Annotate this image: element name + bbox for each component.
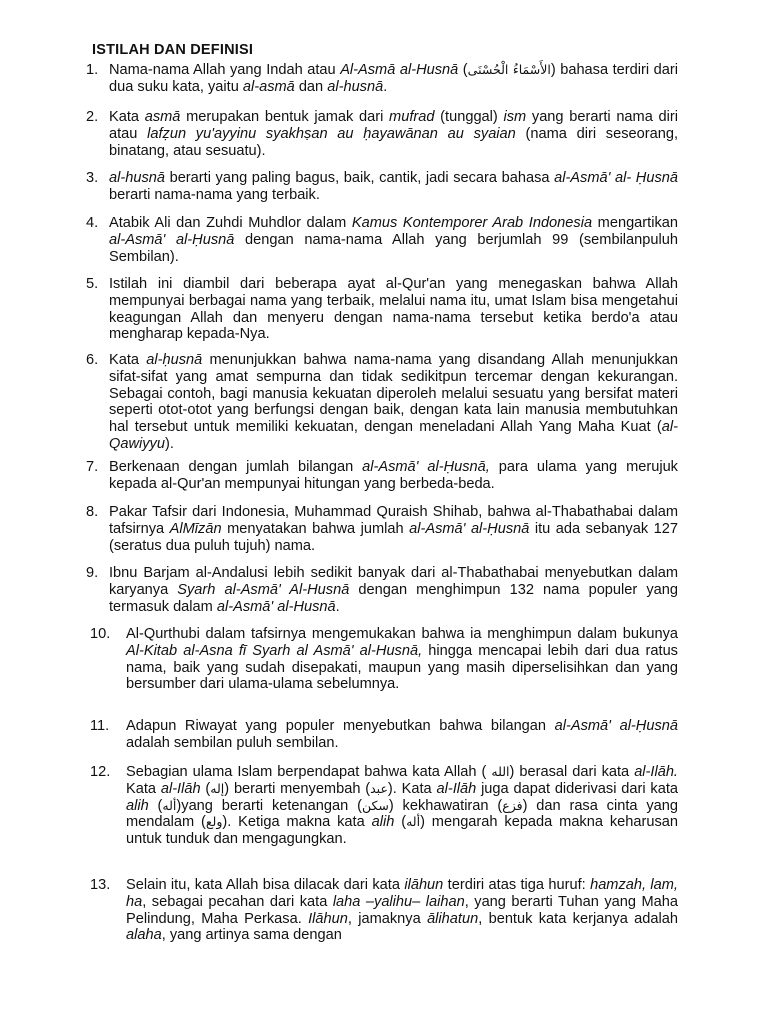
text-segment: Sebagian ulama Islam berpendapat bahwa kata Allah (: [126, 764, 492, 780]
italic-term: ilāhun: [404, 877, 444, 893]
list-item: [86, 565, 678, 615]
text-segment: adalah sembilan puluh sembilan.: [126, 734, 339, 751]
text-segment: Adapun Riwayat yang populer menyebutkan bahwa bilangan: [126, 718, 555, 734]
italic-term: al-Asmā' al-Husnā: [216, 598, 336, 615]
item-number: 2.: [86, 109, 99, 125]
italic-term: al-Asmā' al-Ḥusnā: [109, 231, 235, 248]
text-segment: menunjukkan bahwa nama-nama yang disandang Allah menunjukkan sifat-sifat yang amat sempurna dan tidak sedikitpun tercemar dengan kekurangan. Sebagai contoh, bagi manusia kekuatan diperoleh melalui sesuatu yang bersifat materi seperti otot-otot yang berfungsi dengan baik, dengan kata lain manusia membutuhkan hal tersebut untuk memiliki kekuatan, dengan meneladani Allah Yang Maha Kuat (: [109, 352, 678, 436]
text-segment: ) dan rasa cinta yang mendalam (: [126, 797, 678, 831]
text-segment: , sebagai pecahan dari kata: [142, 893, 333, 910]
list-item: [86, 877, 678, 944]
list-item: [86, 504, 678, 554]
item-number: 8.: [86, 504, 99, 520]
item-text: [109, 215, 678, 265]
text-segment: ). Kata: [387, 780, 437, 797]
item-text: [109, 504, 678, 554]
text-segment: dan: [294, 78, 328, 95]
text-segment: , jamaknya: [347, 910, 428, 927]
italic-term: ism: [503, 109, 527, 125]
item-number: 6.: [86, 352, 99, 368]
list-item: [86, 109, 678, 159]
text-segment: Istilah ini diambil dari beberapa ayat al-Qur'an yang menegaskan bahwa Allah mempunyai berbagai nama yang terbaik, melalui nama itu, umat Islam bisa mengetahui keagungan Allah dan menyeru dengan nama-nama tersebut ketika berdo'a atau mengharap kepada-Nya.: [109, 276, 678, 343]
item-text: [109, 170, 678, 204]
text-segment: Nama-nama Allah yang Indah atau: [109, 62, 341, 78]
item-number: 3.: [86, 170, 99, 186]
italic-term: alih: [126, 797, 149, 814]
item-text: [109, 109, 678, 159]
text-segment: .: [383, 78, 388, 95]
italic-term: Al-Kitab al-Asna fī Syarh al Asmā' al-Husnā,: [126, 642, 423, 659]
text-segment: ) mengarah kepada makna keharusan untuk tunduk dan mengagungkan.: [126, 814, 678, 848]
list-item: [86, 276, 678, 343]
item-text: [109, 62, 678, 96]
arabic-text: الأَسْمَاءُ الْحُسْنَى: [467, 62, 551, 77]
italic-term: Ilāhun: [308, 910, 348, 927]
text-segment: , yang berarti Tuhan yang Maha Pelindung, Maha Perkasa.: [126, 893, 678, 927]
text-segment: Berkenaan dengan jumlah bilangan: [109, 459, 363, 475]
arabic-text: أله: [162, 797, 177, 813]
italic-term: al-husnā: [109, 170, 165, 186]
text-segment: merupakan bentuk jamak dari: [180, 109, 390, 125]
item-text: [109, 276, 678, 343]
text-segment: terdiri atas tiga huruf:: [443, 877, 591, 893]
text-segment: yang berarti nama diri atau: [109, 109, 678, 142]
text-segment: dengan nama-nama Allah yang berjumlah 99 (sembilanpuluh Sembilan).: [109, 231, 678, 265]
text-segment: itu ada sebanyak 127 (seratus dua puluh tujuh) nama.: [109, 520, 678, 554]
italic-term: al-Asmā' al-Ḥusnā: [409, 520, 530, 537]
item-text: [109, 459, 678, 493]
arabic-text: ولع: [205, 814, 223, 830]
text-segment: hingga mencapai lebih dari dua ratus nama, baik yang sudah disepakati, maupun yang masih diperselisihkan dan yang bersumber dari ulama-ulama sebelumnya.: [126, 642, 678, 693]
text-segment: ) berasal dari kata: [509, 764, 635, 780]
text-segment: Selain itu, kata Allah bisa dilacak dari kata: [126, 877, 405, 893]
item-text: [109, 352, 678, 453]
text-segment: )yang berarti ketenangan (: [176, 797, 362, 814]
arabic-text: عبد: [370, 780, 388, 796]
item-number: 13.: [90, 877, 111, 893]
text-segment: juga dapat diderivasi dari kata: [476, 780, 679, 797]
italic-term: Syarh al-Asmā' Al-Husnā: [177, 581, 350, 598]
italic-term: al-asmā: [242, 78, 295, 95]
italic-term: al-Asmā' al-Ḥusnā,: [362, 459, 490, 475]
list-item: [86, 170, 678, 204]
italic-term: mufrad: [389, 109, 435, 125]
list-item: [86, 215, 678, 265]
text-segment: Kata: [109, 109, 145, 125]
text-segment: ) kekhawatiran (: [388, 797, 503, 814]
item-text: [109, 565, 678, 615]
italic-term: lafẓun yu'ayyinu syakhṣan au ḥayawānan au syaian: [147, 125, 516, 142]
italic-term: al-ḥusnā: [146, 352, 203, 368]
text-segment: ) berarti menyembah (: [224, 780, 371, 797]
text-segment: Pakar Tafsir dari Indonesia, Muhammad Quraish Shihab, bahwa al-Thabathabai dalam tafsirnya: [109, 504, 678, 537]
text-segment: (: [148, 797, 163, 814]
list-item: [86, 626, 678, 693]
italic-term: al-Ilāh.: [634, 764, 678, 780]
item-number: 7.: [86, 459, 99, 475]
item-number: 4.: [86, 215, 99, 231]
text-segment: dengan menghimpun 132 nama populer yang termasuk dalam: [109, 581, 678, 615]
list-item: [86, 764, 678, 848]
text-segment: Al-Qurthubi dalam tafsirnya mengemukakan bahwa ia menghimpun dalam bukunya: [126, 626, 678, 642]
italic-term: al-Qawiyyu: [109, 419, 678, 452]
italic-term: al-Ilāh: [436, 780, 477, 797]
text-segment: (: [200, 780, 211, 797]
italic-term: Al-Asmā al-Husnā: [340, 62, 459, 78]
item-text: [126, 764, 678, 848]
arabic-text: أله: [406, 814, 421, 830]
italic-term: hamzah, lam, ha: [126, 877, 678, 910]
item-number: 5.: [86, 276, 99, 292]
arabic-text: فزع: [502, 797, 523, 813]
italic-term: alih: [371, 814, 395, 831]
text-segment: .: [335, 598, 340, 615]
arabic-text: سكن: [361, 797, 389, 813]
arabic-text: إله: [210, 780, 225, 796]
italic-term: alaha: [126, 927, 162, 944]
item-number: 10.: [90, 626, 111, 642]
list-item: [86, 718, 678, 752]
text-segment: Atabik Ali dan Zuhdi Muhdlor dalam: [109, 215, 352, 231]
item-text: [126, 626, 678, 693]
italic-term: al-Asmā' al-Ḥusnā: [554, 718, 678, 734]
text-segment: Kata: [126, 780, 161, 797]
italic-term: asmā: [144, 109, 181, 125]
italic-term: ālihatun: [427, 910, 479, 927]
text-segment: menyatakan bahwa jumlah: [221, 520, 410, 537]
text-segment: (: [458, 62, 468, 78]
list-item: [86, 62, 678, 96]
item-text: [126, 718, 678, 752]
text-segment: , bentuk kata kerjanya adalah: [478, 910, 678, 927]
text-segment: (nama diri seseorang, binatang, atau sesuatu).: [109, 125, 678, 159]
italic-term: Kamus Kontemporer Arab Indonesia: [351, 215, 593, 231]
list-item: [86, 459, 678, 493]
item-number: 12.: [90, 764, 111, 780]
text-segment: ) bahasa terdiri dari dua suku kata, yaitu: [109, 62, 678, 95]
item-number: 11.: [90, 718, 110, 734]
arabic-text: الله: [491, 764, 510, 779]
text-segment: , yang artinya sama dengan: [161, 927, 342, 944]
text-segment: ). Ketiga makna kata: [222, 814, 372, 831]
text-segment: (tunggal): [434, 109, 504, 125]
list-item: [86, 352, 678, 453]
italic-term: laha –yalihu– laihan: [332, 893, 465, 910]
text-segment: Kata: [109, 352, 147, 368]
text-segment: (: [394, 814, 407, 831]
text-segment: berarti nama-nama yang terbaik.: [109, 186, 320, 203]
italic-term: al-Asmā' al- Ḥusnā: [554, 170, 678, 186]
document-title: ISTILAH DAN DEFINISI: [92, 42, 254, 58]
italic-term: al-Ilāh: [160, 780, 201, 797]
item-text: [126, 877, 678, 944]
item-number: 1.: [86, 62, 99, 78]
text-segment: para ulama yang merujuk kepada al-Qur'an mempunyai hitungan yang berbeda-beda.: [109, 459, 678, 492]
italic-term: al-husnā: [327, 78, 384, 95]
italic-term: AlMīzān: [169, 520, 222, 537]
text-segment: ).: [164, 435, 174, 452]
text-segment: mengartikan: [592, 215, 678, 231]
text-segment: Ibnu Barjam al-Andalusi lebih sedikit banyak dari al-Thabathabai menyebutkan dalam karyanya: [109, 565, 678, 598]
item-number: 9.: [86, 565, 99, 581]
text-segment: berarti yang paling bagus, baik, cantik, jadi secara bahasa: [164, 170, 555, 186]
